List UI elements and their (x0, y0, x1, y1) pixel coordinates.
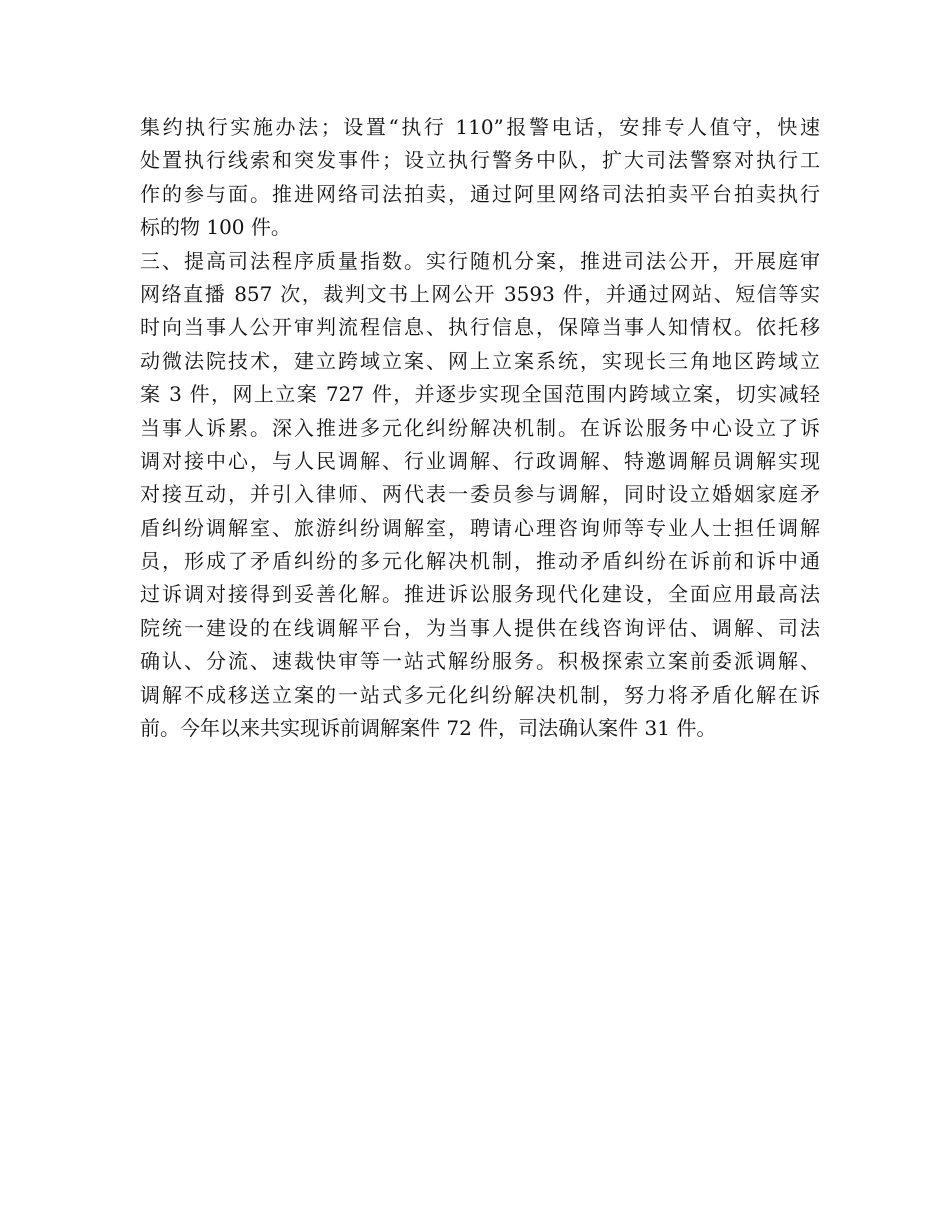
text-line: 动微法院技术，建立跨域立案、网上立案系统，实现长三角地区跨域立 (140, 348, 820, 373)
text-line: 调解不成移送立案的一站式多元化纠纷解决机制，努力将矛盾化解在诉 (140, 682, 820, 707)
text-line: 处置执行线索和突发事件；设立执行警务中队，扩大司法警察对执行工 (140, 148, 820, 173)
section-heading-line: 三、提高司法程序质量指数。实行随机分案，推进司法公开，开展庭审 (140, 248, 820, 273)
text-line: 员，形成了矛盾纠纷的多元化解决机制，推动矛盾纠纷在诉前和诉中通 (140, 549, 820, 574)
text-line: 盾纠纷调解室、旅游纠纷调解室，聘请心理咨询师等专业人士担任调解 (140, 515, 820, 540)
text-line: 当事人诉累。深入推进多元化纠纷解决机制。在诉讼服务中心设立了诉 (140, 415, 820, 440)
body-text (140, 111, 820, 745)
text-line: 过诉调对接得到妥善化解。推进诉讼服务现代化建设，全面应用最高法 (140, 582, 820, 607)
text-line: 院统一建设的在线调解平台，为当事人提供在线咨询评估、调解、司法 (140, 615, 820, 640)
text-line: 标的物 100 件。 (140, 215, 291, 240)
text-line: 调对接中心，与人民调解、行业调解、行政调解、特邀调解员调解实现 (140, 448, 820, 473)
text-line: 作的参与面。推进网络司法拍卖，通过阿里网络司法拍卖平台拍卖执行 (140, 181, 820, 206)
text-line: 网络直播 857 次，裁判文书上网公开 3593 件，并通过网站、短信等实 (140, 281, 820, 306)
text-line: 确认、分流、速裁快审等一站式解纷服务。积极探索立案前委派调解、 (140, 649, 820, 674)
text-line: 时向当事人公开审判流程信息、执行信息，保障当事人知情权。依托移 (140, 315, 820, 340)
text-line: 对接互动，并引入律师、两代表一委员参与调解，同时设立婚姻家庭矛 (140, 482, 820, 507)
text-line: 集约执行实施办法；设置“执行 110”报警电话，安排专人值守，快速 (140, 115, 820, 139)
text-line: 前。今年以来共实现诉前调解案件 72 件，司法确认案件 31 件。 (140, 716, 717, 741)
text-line: 案 3 件，网上立案 727 件，并逐步实现全国范围内跨域立案，切实减轻 (140, 382, 820, 407)
